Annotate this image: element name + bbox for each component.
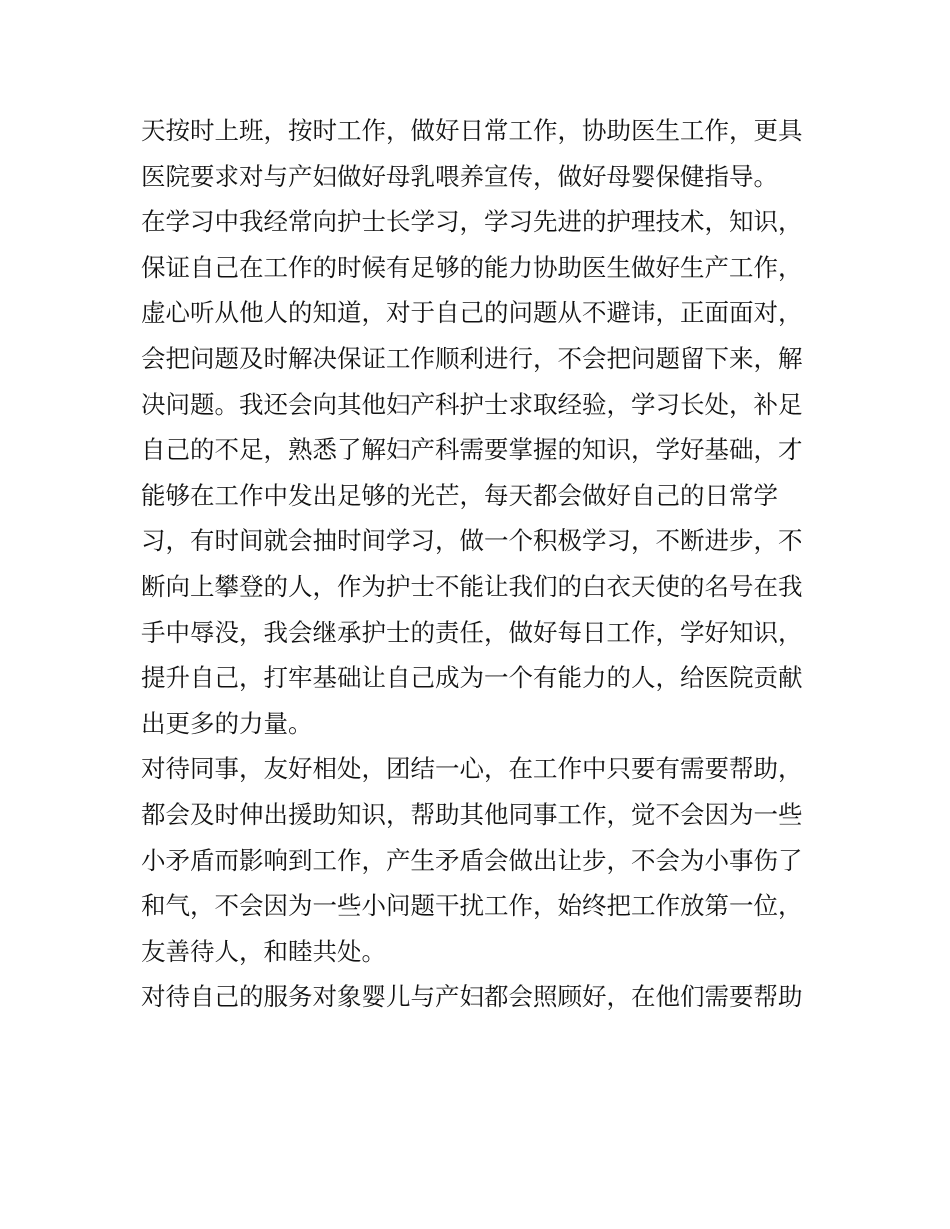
text-line-15: 对待同事，友好相处，团结一心，在工作中只要有需要帮助， xyxy=(141,754,803,784)
text-line-6: 会把问题及时解决保证工作顺利进行，不会把问题留下来，解 xyxy=(141,343,803,373)
text-line-17: 小矛盾而影响到工作，产生矛盾会做出让步，不会为小事伤了 xyxy=(141,845,803,875)
text-line-7: 决问题。我还会向其他妇产科护士求取经验，学习长处，补足 xyxy=(141,389,803,419)
text-line-13: 提升自己，打牢基础让自己成为一个有能力的人，给医院贡献 xyxy=(141,663,803,693)
text-line-18: 和气，不会因为一些小问题干扰工作，始终把工作放第一位， xyxy=(141,891,803,921)
text-line-12: 手中辱没，我会继承护士的责任，做好每日工作，学好知识， xyxy=(141,617,803,647)
text-line-9: 能够在工作中发出足够的光芒，每天都会做好自己的日常学 xyxy=(141,480,778,510)
text-line-11: 断向上攀登的人，作为护士不能让我们的白衣天使的名号在我 xyxy=(141,571,803,601)
text-line-5: 虚心听从他人的知道，对于自己的问题从不避讳，正面面对， xyxy=(141,298,803,328)
text-line-19: 友善待人，和睦共处。 xyxy=(141,936,386,966)
text-line-3: 在学习中我经常向护士长学习，学习先进的护理技术，知识， xyxy=(141,207,803,237)
text-line-16: 都会及时伸出援助知识，帮助其他同事工作，觉不会因为一些 xyxy=(141,799,803,829)
body-text xyxy=(141,108,821,1020)
text-line-20: 对待自己的服务对象婴儿与产妇都会照顾好，在他们需要帮助 xyxy=(141,982,803,1012)
text-line-1: 天按时上班，按时工作，做好日常工作，协助医生工作，更具 xyxy=(141,116,803,145)
text-line-10: 习，有时间就会抽时间学习，做一个积极学习，不断进步，不 xyxy=(141,526,803,556)
text-line-4: 保证自己在工作的时候有足够的能力协助医生做好生产工作， xyxy=(141,252,803,282)
text-line-2: 医院要求对与产妇做好母乳喂养宣传，做好母婴保健指导。 xyxy=(141,161,778,191)
text-line-14: 出更多的力量。 xyxy=(141,708,313,738)
text-line-8: 自己的不足，熟悉了解妇产科需要掌握的知识，学好基础，才 xyxy=(141,435,803,465)
